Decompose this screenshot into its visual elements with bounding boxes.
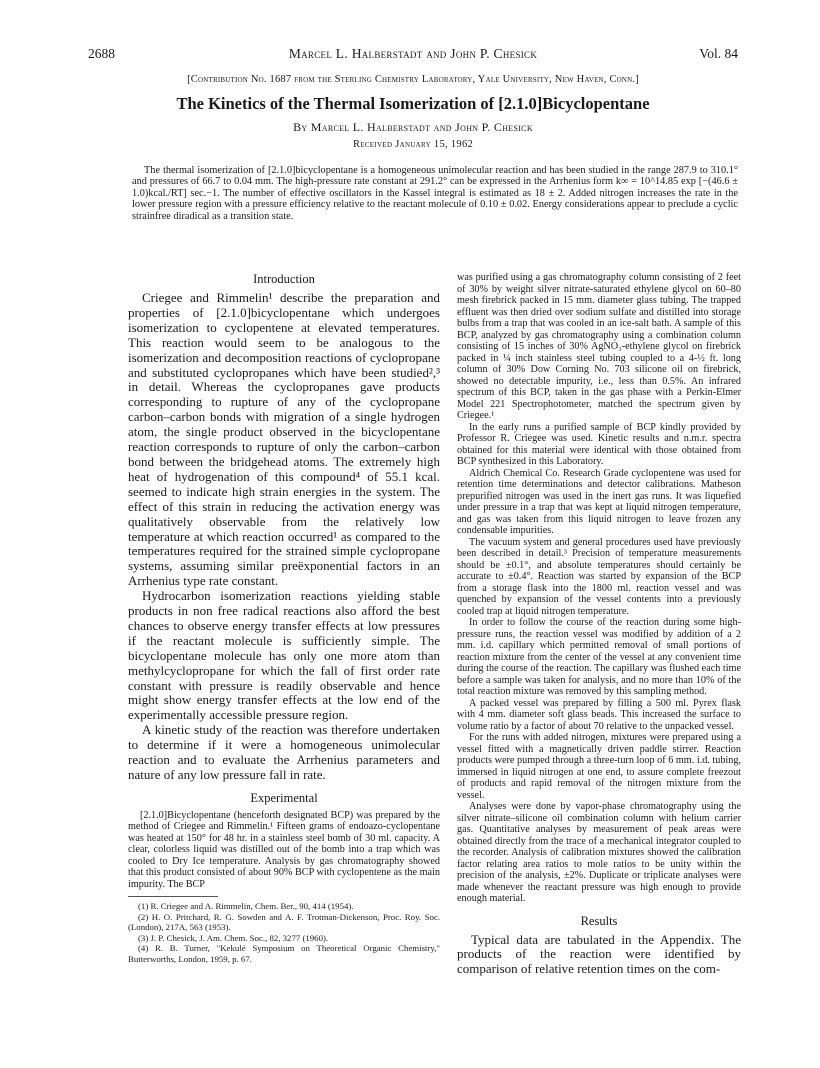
experimental-paragraph: was purified using a gas chromatography column consisting of 2 feet of 30% by weight silver nitrate-saturated ethylene glycol on 60–80 mesh firebrick packed in 15 mm. diameter glass tubing. The trapped effluent was then dried over sodium sulfate and distilled into storage bulbs from a trap that was cooled in an ice-salt bath. A sample of this BCP, analyzed by gas chromatography using a combination column consisting of 15 inches of 30% AgNO₃-ethylene glycol on firebrick packed in ¼ inch stainless steel tubing coupled to a 4-½ ft. long column of 30% Dow Corning No. 703 silicone oil on firebrick, showed no detectable impurity, i.e., less than 0.5%. An infrared spectrum of this BCP, taken in the gas phase with a Perkin-Elmer Model 221 Spectrophotometer, matched the spectrum given by Criegee.¹ [457, 272, 741, 421]
footnote: (3) J. P. Chesick, J. Am. Chem. Soc., 82, 3277 (1960). [138, 932, 329, 943]
introduction-paragraph: Hydrocarbon isomerization reactions yielding stable products in non free radical reactions also afford the best chances to observe energy transfer effects at low pressures if the reactant molecule is sufficiently simple. The bicyclopentane molecule has only one more atom than methylcyclopropane for which the fall of first order rate constant with pressure is readily observable and hence might show energy transfer effects at the low end of the experimentally accessible pressure region. [128, 588, 440, 723]
contribution-note: [Contribution No. 1687 from the Sterling Chemistry Laboratory, Yale University, New Haven, Conn.] [187, 74, 639, 85]
volume-label: Vol. 84 [699, 46, 738, 61]
left-column [128, 272, 440, 964]
running-head [88, 46, 738, 64]
footnote: (2) H. O. Pritchard, R. G. Sowden and A. F. Trotman-Dickenson, Proc. Roy. Soc. (London), 217A, 563 (1953). [128, 911, 440, 933]
experimental-paragraph: A packed vessel was prepared by filling a 500 ml. Pyrex flask with 4 mm. diameter soft glass beads. This increased the surface to volume ratio by a factor of about 70 relative to the unpacked vessel. [457, 697, 741, 732]
footnote: (4) R. B. Turner, "Kekulé Symposium on Theoretical Organic Chemistry," Butterworths, London, 1959, p. 67. [128, 943, 440, 964]
introduction-heading: Introduction [253, 272, 315, 286]
footnote: (1) R. Criegee and A. Rimmelin, Chem. Ber., 90, 414 (1954). [138, 901, 354, 912]
right-column [457, 272, 741, 977]
experimental-paragraph: In order to follow the course of the reaction during some high-pressure runs, the reaction vessel was modified by addition of a 2 mm. i.d. capillary which permitted removal of small portions of reaction mixture from the center of the vessel at any convenient time during the course of the reaction. The capillary was flushed each time before a sample was taken for analysis, and no more than 10% of the total reaction mixture was removed by this sampling method. [457, 617, 741, 697]
experimental-paragraph: Analyses were done by vapor-phase chromatography using the silver nitrate–silicone oil combination column with helium carrier gas. Quantitative analyses by measurement of peak areas were obtained directly from the trace of a mechanical integrator coupled to the recorder. Analysis of calibration mixtures showed the calibration factor relating area ratios to mole ratios to be unity within the precision of the analysis, ±2%. Duplicate or triplicate analyses were made whenever the reactant pressure was high enough to provide enough material. [457, 801, 741, 904]
experimental-paragraph: [2.1.0]Bicyclopentane (henceforth designated BCP) was prepared by the method of Criegee and Rimmelin.¹ Fifteen grams of endoazo-cyclopentane was heated at 150° for 48 hr. in a stainless steel bomb of 30 ml. capacity. A clear, colorless liquid was distilled out of the bomb into a trap which was cooled to Dry Ice temperature. Analysis by gas chromatography showed that this product consisted of about 90% BCP with cyclopentene as the main impurity. The BCP [128, 809, 440, 890]
running-head-authors: Marcel L. Halberstadt and John P. Chesick [288, 46, 538, 61]
experimental-paragraph: Aldrich Chemical Co. Research Grade cyclopentene was used for retention time determinations and detector calibrations. Matheson prepurified nitrogen was used in the inert gas runs. It was liquefied under pressure in a trap that was kept at liquid nitrogen temperature, and gas was taken from this liquid nitrogen to leave frozen any condensable impurities. [457, 467, 741, 536]
experimental-paragraph: The vacuum system and general procedures used have previously been described in detail.³ Precision of temperature measurements should be ±0.1°, and absolute temperatures should certainly be accurate to ±0.4°. Reaction was started by expansion of the BCP from a storage flask into the 1800 ml. reaction vessel and was quenched by expansion of the vessel contents into a previously cooled trap at liquid nitrogen temperature. [457, 536, 741, 617]
results-heading: Results [580, 913, 618, 928]
results-paragraph: Typical data are tabulated in the Appendix. The products of the reaction were identified by comparison of relative retention times on the com- [457, 931, 741, 977]
byline: By Marcel L. Halberstadt and John P. Chesick [293, 120, 533, 134]
received-date: Received January 15, 1962 [352, 139, 474, 150]
experimental-heading: Experimental [250, 790, 318, 805]
experimental-paragraph: In the early runs a purified sample of BCP kindly provided by Professor R. Criegee was used. Kinetic results and n.m.r. spectra obtained for this material were identical with those obtained from BCP synthesized in this Laboratory. [457, 421, 741, 467]
introduction-paragraph: Criegee and Rimmelin¹ describe the preparation and properties of [2.1.0]bicyclopentane which undergoes isomerization to cyclopentene at elevated temperatures. This reaction would seem to be analogous to the isomerization and decomposition reactions of cyclopropane and substituted cyclopropanes which have been studied²,³ in detail. Whereas the cyclopropanes gave products corresponding to rupture of any of the cyclopropane carbon–carbon bonds with migration of a single hydrogen atom, the single product observed in the bicyclopentane reaction corresponds to rupture of only the carbon–carbon bond between the bridgehead atoms. The extremely high heat of hydrogenation of this compound⁴ of 55.1 kcal. seemed to indicate high strain energies in the system. The effect of this strain in reducing the activation energy was qualitatively observable from the relatively low temperature at which reaction occurred¹ as compared to the temperatures required for the strained simple cyclopropane systems, assuming similar preëxponential factors in an Arrhenius type rate constant. [128, 290, 440, 589]
experimental-paragraph: For the runs with added nitrogen, mixtures were prepared using a vessel fitted with a magnetically driven paddle stirrer. Reaction products were pumped through a three-turn loop of 6 mm. i.d. tubing, immersed in liquid nitrogen at one end, to assure complete freezout of products and rapid removal of the nitrogen mixture from the vessel. [457, 732, 741, 801]
page-number: 2688 [88, 46, 115, 61]
article-title: The Kinetics of the Thermal Isomerization of [2.1.0]Bicyclopentane [176, 94, 650, 113]
introduction-paragraph: A kinetic study of the reaction was therefore undertaken to determine if it were a homogeneous unimolecular reaction and to evaluate the Arrhenius parameters and nature of any low pressure fall in rate. [128, 722, 440, 782]
abstract: The thermal isomerization of [2.1.0]bicyclopentane is a homogeneous unimolecular reaction and has been studied in the range 287.9 to 310.1° and pressures of 66.7 to 0.04 mm. The high-pressure rate constant at 291.2° can be expressed in the Arrhenius form k∞ = 10^14.85 exp [−(46.6 ± 1.0)kcal./RT] sec.−1. The number of effective oscillators in the Kassel integral is estimated as 18 ± 2. Added nitrogen increases the rate in the lower pressure region with a pressure efficiency relative to the reactant molecule of 0.10 ± 0.02. Energy considerations appear to preclude a cyclic strainfree diradical as a transition state. [132, 165, 738, 222]
footnote-divider [128, 896, 218, 897]
